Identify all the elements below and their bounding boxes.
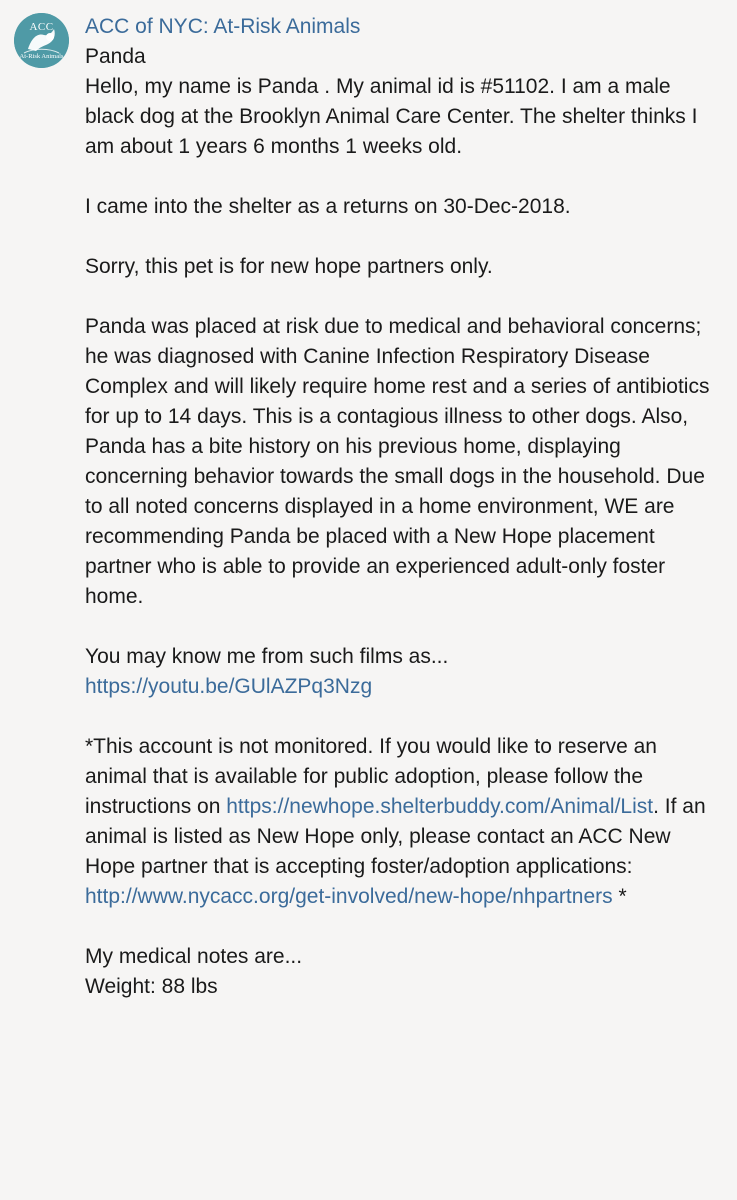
intake-text: I came into the shelter as a returns on 30-Dec-2018.: [85, 195, 571, 218]
message-body: [85, 42, 715, 1002]
medical-label: My medical notes are...: [85, 945, 303, 968]
disclaimer-part2: . If an animal is listed as New Hope only, please contact an ACC New Hope partner that is accepting foster/adoption applications:: [85, 795, 706, 878]
disclaimer-part3: *: [612, 885, 627, 908]
disclaimer-part1: *This account is not monitored. If you would like to reserve an animal that is available for public adoption, please follow the instructions on: [85, 735, 657, 818]
avatar-caption: At-Risk Animals: [19, 53, 64, 60]
message-content: [85, 12, 715, 1002]
channel-avatar[interactable]: [14, 13, 69, 68]
pet-name: Panda: [85, 45, 146, 68]
channel-name[interactable]: ACC of NYC: At-Risk Animals: [85, 15, 361, 38]
disclaimer: [85, 732, 715, 912]
weight-text: Weight: 88 lbs: [85, 975, 218, 998]
partner-note: Sorry, this pet is for new hope partners only.: [85, 255, 493, 278]
shelterbuddy-link[interactable]: https://newhope.shelterbuddy.com/Animal/List: [226, 795, 654, 818]
nhpartners-link[interactable]: http://www.nycacc.org/get-involved/new-hope/nhpartners: [85, 885, 613, 908]
video-link[interactable]: https://youtu.be/GUlAZPq3Nzg: [85, 675, 373, 698]
risk-description: Panda was placed at risk due to medical and behavioral concerns; he was diagnosed with Canine Infection Respiratory Disease Complex and will likely require home rest and a series of antibiotics for up to 14 days. This is a contagious illness to other dogs. Also, Panda has a bite history on his previous home, displaying concerning behavior towards the small dogs in the household. Due to all noted concerns displayed in a home environment, WE are recommending Panda be placed with a New Hope placement partner who is able to provide an experienced adult-only foster home.: [85, 315, 710, 608]
intro-text: Hello, my name is Panda . My animal id is #51102. I am a male black dog at the Brooklyn Animal Care Center. The shelter thinks I am about 1 years 6 months 1 weeks old.: [85, 75, 698, 158]
avatar-initials: ACC: [29, 21, 54, 33]
films-label: You may know me from such films as...: [85, 645, 449, 668]
